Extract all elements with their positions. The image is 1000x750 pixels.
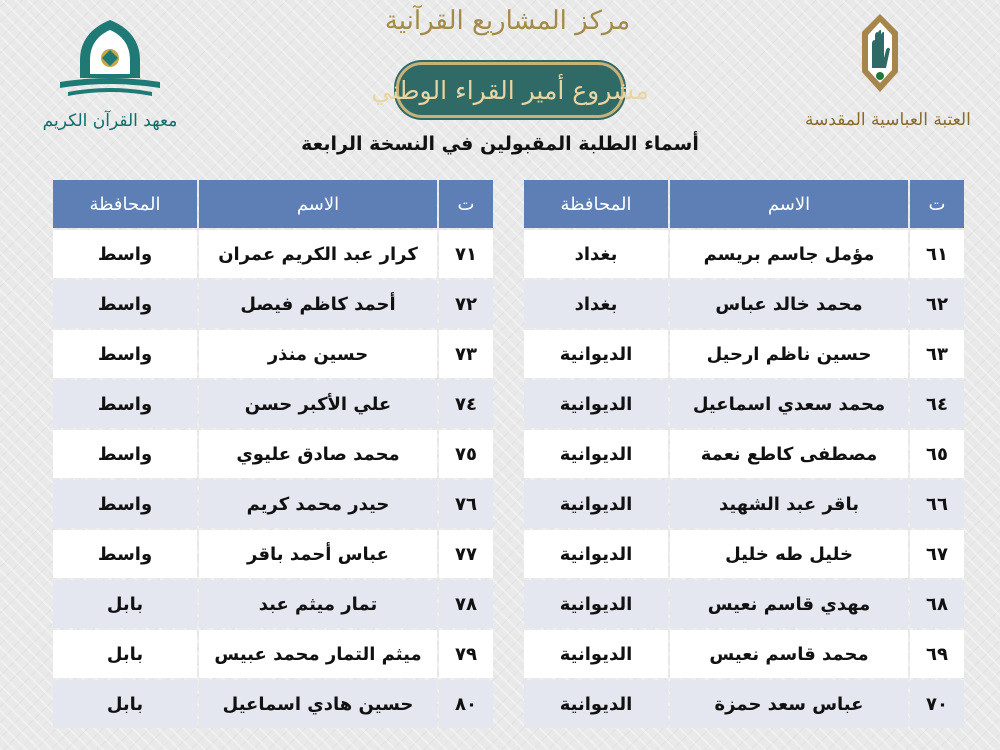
table-header-row: [53, 180, 493, 228]
student-name: محمد قاسم نعيس: [670, 630, 908, 678]
student-name: حسين منذر: [199, 330, 437, 378]
student-province: بابل: [53, 630, 197, 678]
table-row: [524, 430, 964, 478]
student-name: عباس سعد حمزة: [670, 680, 908, 728]
student-province: الديوانية: [524, 380, 668, 428]
row-number: ٦٢: [910, 280, 964, 328]
student-name: تمار ميثم عبد: [199, 580, 437, 628]
student-name: مؤمل جاسم بريسم: [670, 230, 908, 278]
student-province: واسط: [53, 530, 197, 578]
table-row: [53, 330, 493, 378]
row-number: ٧٥: [439, 430, 493, 478]
row-number: ٧١: [439, 230, 493, 278]
student-name: كرار عبد الكريم عمران: [199, 230, 437, 278]
student-name: أحمد كاظم فيصل: [199, 280, 437, 328]
student-province: واسط: [53, 380, 197, 428]
student-province: بابل: [53, 580, 197, 628]
table-row: [524, 630, 964, 678]
student-province: واسط: [53, 480, 197, 528]
student-province: الديوانية: [524, 680, 668, 728]
row-number: ٦٥: [910, 430, 964, 478]
row-number: ٦٩: [910, 630, 964, 678]
student-province: الديوانية: [524, 630, 668, 678]
student-name: محمد صادق عليوي: [199, 430, 437, 478]
row-number: ٧٠: [910, 680, 964, 728]
student-name: خليل طه خليل: [670, 530, 908, 578]
table-row: [524, 530, 964, 578]
center-header: [371, 4, 649, 119]
student-province: الديوانية: [524, 530, 668, 578]
table-row: [53, 580, 493, 628]
students-table-left: [51, 178, 495, 730]
student-province: واسط: [53, 230, 197, 278]
row-number: ٦١: [910, 230, 964, 278]
student-name: مصطفى كاطع نعمة: [670, 430, 908, 478]
students-table-right: [522, 178, 966, 730]
student-province: بابل: [53, 680, 197, 728]
student-province: بغداد: [524, 280, 668, 328]
project-plaque: مشروع أمير القراء الوطني: [396, 62, 624, 118]
row-number: ٧٤: [439, 380, 493, 428]
center-title: مركز المشاريع القرآنية: [384, 6, 631, 36]
table-row: [524, 480, 964, 528]
table-row: [53, 630, 493, 678]
page-heading: أسماء الطلبة المقبولين في النسخة الرابعة: [301, 133, 699, 155]
shrine-hand-emblem-icon: [805, 12, 955, 102]
student-province: واسط: [53, 430, 197, 478]
student-name: حسين هادي اسماعيل: [199, 680, 437, 728]
student-name: باقر عبد الشهيد: [670, 480, 908, 528]
table-row: [53, 680, 493, 728]
column-header-name: الاسم: [199, 180, 437, 228]
column-header-number: ت: [439, 180, 493, 228]
row-number: ٦٦: [910, 480, 964, 528]
table-row: [53, 430, 493, 478]
student-province: الديوانية: [524, 330, 668, 378]
table-row: [524, 230, 964, 278]
student-province: واسط: [53, 330, 197, 378]
row-number: ٦٨: [910, 580, 964, 628]
row-number: ٧٨: [439, 580, 493, 628]
table-row: [524, 680, 964, 728]
row-number: ٦٤: [910, 380, 964, 428]
book-dome-emblem-icon: [40, 16, 180, 111]
student-name: محمد خالد عباس: [670, 280, 908, 328]
shrine-logo: [805, 12, 971, 130]
table-row: [53, 230, 493, 278]
row-number: ٧٩: [439, 630, 493, 678]
student-name: حيدر محمد كريم: [199, 480, 437, 528]
student-name: حسين ناظم ارحيل: [670, 330, 908, 378]
column-header-number: ت: [910, 180, 964, 228]
row-number: ٧٦: [439, 480, 493, 528]
institute-logo-caption: معهد القرآن الكريم: [42, 111, 178, 131]
student-province: الديوانية: [524, 430, 668, 478]
student-name: ميثم التمار محمد عبيس: [199, 630, 437, 678]
student-name: علي الأكبر حسن: [199, 380, 437, 428]
row-number: ٦٣: [910, 330, 964, 378]
student-name: عباس أحمد باقر: [199, 530, 437, 578]
row-number: ٧٧: [439, 530, 493, 578]
table-row: [53, 280, 493, 328]
table-row: [524, 330, 964, 378]
table-row: [524, 580, 964, 628]
table-row: [53, 480, 493, 528]
shrine-logo-caption: العتبة العباسية المقدسة: [805, 110, 971, 130]
student-province: بغداد: [524, 230, 668, 278]
row-number: ٧٢: [439, 280, 493, 328]
row-number: ٧٣: [439, 330, 493, 378]
student-province: الديوانية: [524, 480, 668, 528]
student-name: مهدي قاسم نعيس: [670, 580, 908, 628]
column-header-province: المحافظة: [524, 180, 668, 228]
student-province: واسط: [53, 280, 197, 328]
institute-logo: [40, 16, 180, 131]
student-province: الديوانية: [524, 580, 668, 628]
column-header-name: الاسم: [670, 180, 908, 228]
table-row: [524, 380, 964, 428]
row-number: ٨٠: [439, 680, 493, 728]
row-number: ٦٧: [910, 530, 964, 578]
table-row: [524, 280, 964, 328]
student-name: محمد سعدي اسماعيل: [670, 380, 908, 428]
table-row: [53, 380, 493, 428]
table-row: [53, 530, 493, 578]
table-header-row: [524, 180, 964, 228]
column-header-province: المحافظة: [53, 180, 197, 228]
